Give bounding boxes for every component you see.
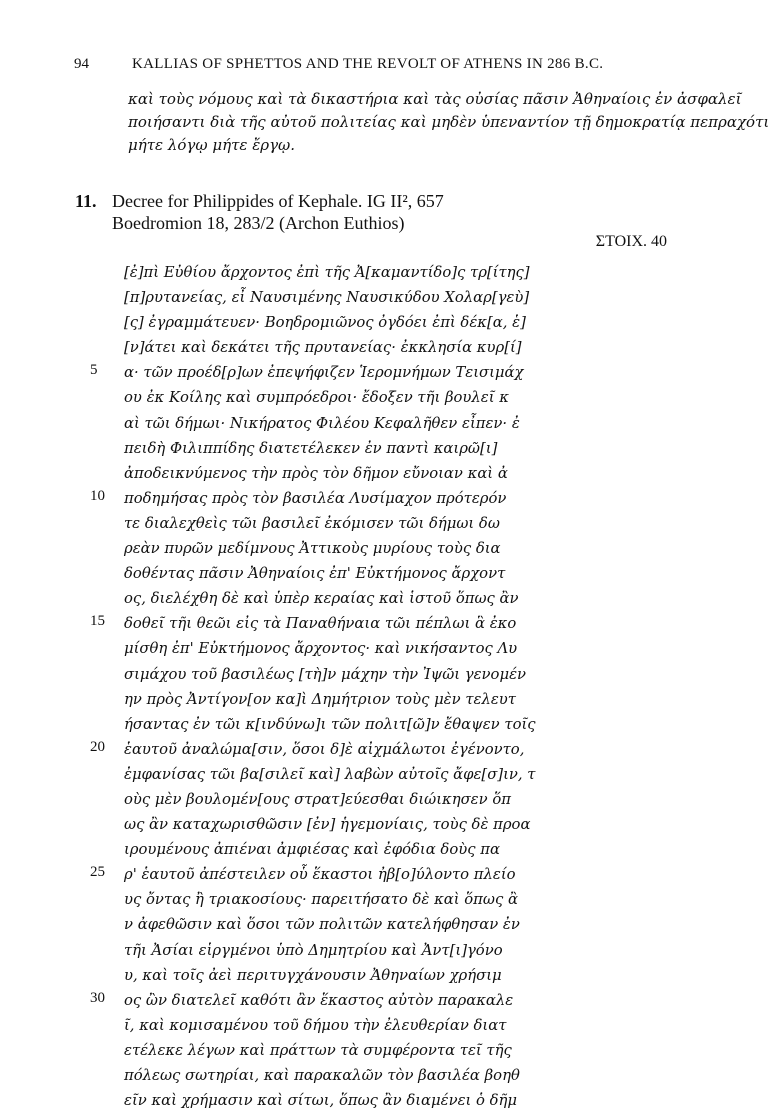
line-text: ῖ, καὶ κομισαμένου τοῦ δήμου τὴν ἐλευθερίαν διατ <box>124 1016 507 1034</box>
line-text: ετέλεκε λέγων καὶ πράττων τὰ συμφέροντα τεῖ τῆς <box>124 1041 512 1059</box>
inscription-line <box>60 588 620 613</box>
line-text: μίσθη ἐπ' Εὐκτήμονος ἄρχοντος· καὶ νικήσαντος Λυ <box>124 640 518 658</box>
line-text: ν ἀφεθῶσιν καὶ ὅσοι τῶν πολιτῶν κατελήφθησαν ἐν <box>124 916 520 934</box>
carryover-line: καὶ τοὺς νόμους καὶ τὰ δικαστήρια καὶ τὰς οὐσίας πᾶσιν Ἀθηναίοις ἐν ἀσφαλεῖ <box>128 90 742 108</box>
line-text: δοθεῖ τῆι θεῶι εἰς τὰ Παναθήναια τῶι πέπλωι ἃ ἐκο <box>124 615 517 633</box>
running-head <box>60 56 675 78</box>
section-date: Boedromion 18, 283/2 (Archon Euthios) <box>112 213 405 233</box>
line-text: οὺς μὲν βουλομέν[ους στρατ]εύεσθαι διώικησεν ὅπ <box>124 790 511 808</box>
stoichedon-note: ΣΤΟΙΧ. 40 <box>595 233 667 250</box>
inscription-line <box>60 438 620 463</box>
running-title: KALLIAS OF SPHETTOS AND THE REVOLT OF ATHENS IN 286 B.C. <box>132 56 604 72</box>
line-number: 5 <box>90 362 98 379</box>
page-number: 94 <box>74 56 89 72</box>
inscription-line <box>60 814 620 839</box>
section-number: 11. <box>75 191 97 211</box>
line-text: [π]ρυτανείας, εἶ Ναυσιμένης Ναυσικύδου Χολαρ[γεὺ] <box>124 289 530 307</box>
line-text: ιρουμένους ἀπιέναι ἀμφιέσας καὶ ἐφόδια δοὺς πα <box>124 841 500 859</box>
inscription-line <box>60 714 620 739</box>
line-text: πόλεως σωτηρίαι, καὶ παρακαλῶν τὸν βασιλέα βοηθ <box>124 1067 520 1084</box>
inscription-line <box>60 914 620 939</box>
line-number: 25 <box>90 864 105 881</box>
inscription-line <box>60 1015 620 1040</box>
inscription-line <box>60 413 620 438</box>
carryover-line: μήτε λόγῳ μήτε ἔργῳ. <box>128 136 296 154</box>
inscription-line <box>60 538 620 563</box>
inscription-text <box>60 262 620 1115</box>
line-number: 10 <box>90 487 105 504</box>
line-text: ος, διελέχθη δὲ καὶ ὑπὲρ κεραίας καὶ ἱστοῦ ὅπως ἂν <box>124 590 519 608</box>
line-text: ου ἐκ Κοίλης καὶ συμπρόεδροι· ἔδοξεν τῆι βουλεῖ κ <box>124 389 509 407</box>
inscription-line <box>60 362 620 387</box>
inscription-line <box>60 488 620 513</box>
line-text: [ν]άτει καὶ δεκάτει τῆς πρυτανείας· ἐκκλησία κυρ[ί] <box>124 339 522 357</box>
line-text: ἀποδεικνύμενος τὴν πρὸς τὸν δῆμον εὔνοιαν καὶ ἀ <box>124 464 508 482</box>
line-text: ος ὢν διατελεῖ καθότι ἂν ἕκαστος αὐτὸν παρακαλε <box>124 991 514 1009</box>
inscription-line <box>60 764 620 789</box>
inscription-line <box>60 563 620 588</box>
inscription-line <box>60 387 620 412</box>
inscription-line <box>60 287 620 312</box>
inscription-line <box>60 940 620 965</box>
inscription-line <box>60 638 620 663</box>
line-text: [ἐ]πὶ Εὐθίου ἄρχοντος ἐπὶ τῆς Ἀ[καμαντίδο]ς τρ[ίτης] <box>124 264 530 281</box>
line-text: ρ' ἑαυτοῦ ἀπέστειλεν οὗ ἕκαστοι ἠβ[ο]ύλοντο πλείο <box>124 866 516 884</box>
line-text: δοθέντας πᾶσιν Ἀθηναίοις ἐπ' Εὐκτήμονος ἄρχοντ <box>124 565 506 583</box>
inscription-line <box>60 262 620 287</box>
line-text: α· τῶν προέδ[ρ]ων ἐπεψήφιζεν Ἱερομνήμων Τεισιμάχ <box>124 364 524 382</box>
line-text: πειδὴ Φιλιππίδης διατετέλεκεν ἐν παντὶ καιρῶ[ι] <box>124 439 498 457</box>
line-text: εῖν καὶ χρήμασιν καὶ σίτωι, ὅπως ἂν διαμένει ὁ δῆμ <box>124 1092 518 1110</box>
inscription-line <box>60 1040 620 1065</box>
line-text: ρεὰν πυρῶν μεδίμνους Ἀττικοὺς μυρίους τοὺς δια <box>124 540 501 558</box>
line-text: ἑαυτοῦ ἀναλώμα[σιν, ὅσοι δ]ὲ αἰχμάλωτοι ἐγένοντο, <box>124 740 525 758</box>
inscription-line <box>60 664 620 689</box>
inscription-line <box>60 990 620 1015</box>
inscription-line <box>60 889 620 914</box>
inscription-line <box>60 613 620 638</box>
carryover-line: ποιήσαντι διὰ τῆς αὐτοῦ πολιτείας καὶ μηδὲν ὑπεναντίον τῇ δημοκρατίᾳ πεπραχότι <box>128 113 770 131</box>
inscription-line <box>60 513 620 538</box>
line-text: αὶ τῶι δήμωι· Νικήρατος Φιλέου Κεφαλῆθεν εἶπεν· ἐ <box>124 414 520 432</box>
inscription-line <box>60 839 620 864</box>
inscription-line <box>60 689 620 714</box>
line-text: σιμάχου τοῦ βασιλέως [τὴ]ν μάχην τὴν Ἰψῶι γενομέν <box>124 665 527 683</box>
line-text: ποδημήσας πρὸς τὸν βασιλέα Λυσίμαχον πρότερόν <box>124 489 507 507</box>
line-text: ως ἂν καταχωρισθῶσιν [ἐν] ἡγεμονίαις, τοὺς δὲ προα <box>124 816 531 834</box>
line-text: τῆι Ἀσίαι εἱργμένοι ὑπὸ Δημητρίου καὶ Ἀντ[ι]γόνο <box>124 941 503 959</box>
inscription-line <box>60 965 620 990</box>
line-text: ην πρὸς Ἀντίγον[ον κα]ὶ Δημήτριον τοὺς μὲν τελευτ <box>124 690 516 708</box>
line-number: 30 <box>90 989 105 1006</box>
inscription-line <box>60 864 620 889</box>
line-text: ἐμφανίσας τῶι βα[σιλεῖ καὶ] λαβὼν αὐτοῖς ἄφε[σ]ιν, τ <box>124 765 536 783</box>
inscription-line <box>60 463 620 488</box>
inscription-line <box>60 739 620 764</box>
line-text: [ς] ἐγραμμάτευεν· Βοηδρομιῶνος ὀγδόει ἐπὶ δέκ[α, ἑ] <box>124 314 526 332</box>
line-number: 15 <box>90 613 105 630</box>
line-text: υ, καὶ τοῖς ἀεὶ περιτυγχάνουσιν Ἀθηναίων χρήσιμ <box>124 966 502 984</box>
line-text: υς ὄντας ἢ τριακοσίους· παρειτήσατο δὲ καὶ ὅπως ἂ <box>124 891 518 909</box>
inscription-line <box>60 789 620 814</box>
carryover-text <box>128 88 770 157</box>
line-number: 20 <box>90 738 105 755</box>
line-text: ήσαντας ἐν τῶι κ[ινδύνω]ι τῶν πολιτ[ῶ]ν ἔθαψεν τοῖς <box>124 715 536 733</box>
inscription-line <box>60 312 620 337</box>
inscription-line <box>60 337 620 362</box>
section-title: Decree for Philippides of Kephale. IG II², 657 <box>112 191 444 211</box>
inscription-line <box>60 1090 620 1115</box>
inscription-line <box>60 1065 620 1090</box>
line-text: τε διαλεχθεὶς τῶι βασιλεῖ ἐκόμισεν τῶι δήμωι δω <box>124 514 500 532</box>
